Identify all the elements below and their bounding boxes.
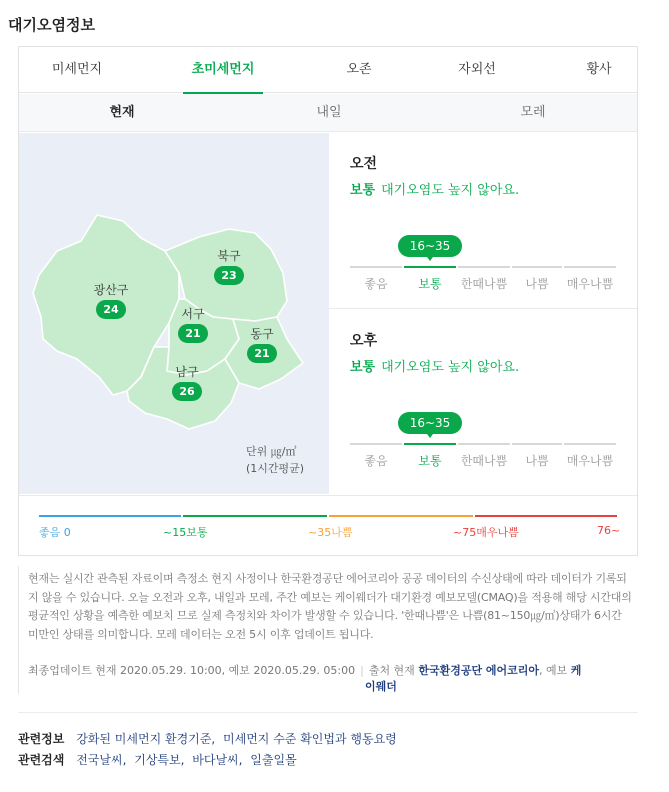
district-value-badge: 21 bbox=[178, 324, 208, 343]
tab-now[interactable]: 현재 bbox=[109, 105, 135, 120]
related-info bbox=[18, 730, 397, 747]
unit-line: 단위 ㎍/㎥ bbox=[246, 445, 297, 458]
scale-label-partly-bad: 한때나쁨 bbox=[460, 277, 508, 291]
source-label: 출처 현재 bbox=[368, 664, 415, 677]
forecast-am-status bbox=[350, 179, 519, 198]
scale-bar-normal bbox=[404, 443, 456, 445]
district-nam[interactable] bbox=[157, 363, 217, 401]
status-message: 대기오염도 높지 않아요. bbox=[381, 183, 520, 198]
range-badge: 16~35 bbox=[398, 235, 462, 257]
legend-label-good: 좋음 0 bbox=[39, 526, 71, 539]
scale-bar-good bbox=[350, 266, 402, 268]
scale-label-very-bad: 매우나쁨 bbox=[566, 277, 614, 291]
source-link-airkorea[interactable]: 한국환경공단 에어코리아 bbox=[418, 664, 540, 677]
related-search-label: 관련검색 bbox=[18, 753, 65, 767]
district-gwangsan[interactable] bbox=[81, 281, 141, 319]
legend-line-good bbox=[39, 515, 181, 517]
legend-label-max: 76~ bbox=[597, 524, 621, 537]
scale-label-normal: 보통 bbox=[418, 454, 442, 468]
legend-label-normal: ~15보통 bbox=[163, 526, 208, 539]
tab-ultrafine-dust[interactable]: 초미세먼지 bbox=[183, 47, 263, 93]
related-search-link[interactable]: 기상특보 bbox=[134, 753, 181, 767]
related-search bbox=[18, 751, 297, 768]
notice-box bbox=[18, 566, 638, 694]
air-quality-panel bbox=[18, 46, 638, 556]
related-info-link[interactable]: 미세먼지 수준 확인법과 행동요령 bbox=[223, 732, 397, 746]
district-value-badge: 26 bbox=[172, 382, 202, 401]
page-title: 대기오염정보 bbox=[8, 16, 95, 34]
scale-bar-bad bbox=[512, 443, 562, 445]
forecast-am-title: 오전 bbox=[350, 156, 378, 172]
legend-line-very-bad bbox=[475, 515, 617, 517]
tab-tomorrow[interactable]: 내일 bbox=[316, 105, 342, 120]
related-info-label: 관련정보 bbox=[18, 732, 65, 746]
tab-day-after-tomorrow[interactable]: 모레 bbox=[520, 105, 546, 120]
day-tabs bbox=[19, 94, 637, 132]
district-name: 서구 bbox=[181, 307, 205, 321]
scale-label-bad: 나쁨 bbox=[525, 454, 549, 468]
legend-label-very-bad: ~75매우나쁨 bbox=[453, 526, 519, 539]
related-search-link[interactable]: 바다날씨 bbox=[192, 753, 239, 767]
source-mid: , 예보 bbox=[539, 664, 568, 677]
notice-text: 현재는 실시간 관측된 자료이며 측정소 현지 사정이나 한국환경공단 에어코리아 공공 데이터의 수신상태에 따라 데이터가 기록되지 않을 수 있습니다. 오늘 오전과 오후, 내일과 모레, 주간 예보는 케이웨더가 대기환경 예보모델(CMAQ)을 적용해 해당 시간대의 평균적인 상황을 예측한 예보치 므로 실제 측정치와 차이가 발생할 수 있습니다. '한때나쁨'은 나쁨(81~150㎍/㎥)상태가 6시간 미만인 상태를 의미합니다. 모레 데이터는 오전 5시 이후 업데이트 됩니다. bbox=[28, 572, 632, 641]
district-map bbox=[19, 133, 329, 494]
status-label: 보통 bbox=[350, 360, 376, 375]
district-buk[interactable] bbox=[199, 247, 259, 285]
comma: , bbox=[211, 732, 216, 746]
comma: , bbox=[238, 753, 243, 767]
district-seo[interactable] bbox=[163, 305, 223, 343]
scale-label-normal: 보통 bbox=[418, 277, 442, 291]
tab-uv[interactable]: 자외선 bbox=[458, 62, 496, 77]
forecast-pm-title: 오후 bbox=[350, 333, 378, 349]
scale-bar-good bbox=[350, 443, 402, 445]
section-divider bbox=[18, 712, 638, 713]
scale-label-partly-bad: 한때나쁨 bbox=[460, 454, 508, 468]
tab-yellow-dust[interactable]: 황사 bbox=[586, 62, 612, 77]
unit-label bbox=[246, 443, 304, 477]
scale-label-bad: 나쁨 bbox=[525, 277, 549, 291]
forecast-pm-status bbox=[350, 356, 519, 375]
scale-label-good: 좋음 bbox=[364, 454, 388, 468]
comma: , bbox=[180, 753, 185, 767]
source-link-kweather-cont[interactable]: 이웨더 bbox=[365, 680, 397, 693]
district-name: 남구 bbox=[175, 365, 199, 379]
tab-fine-dust[interactable]: 미세먼지 bbox=[51, 62, 103, 77]
forecast-am bbox=[329, 133, 637, 309]
forecast-pm bbox=[329, 310, 637, 494]
related-search-link[interactable]: 전국날씨 bbox=[76, 753, 123, 767]
notice-divider bbox=[18, 566, 19, 694]
related-search-link[interactable]: 일출일몰 bbox=[250, 753, 297, 767]
related-info-link[interactable]: 강화된 미세먼지 환경기준 bbox=[76, 732, 212, 746]
district-value-badge: 24 bbox=[96, 300, 126, 319]
scale-bar-partly-bad bbox=[458, 266, 510, 268]
scale-bar-partly-bad bbox=[458, 443, 510, 445]
tab-ozone[interactable]: 오존 bbox=[346, 62, 372, 77]
comma: , bbox=[122, 753, 127, 767]
notice-footer bbox=[28, 662, 633, 679]
scale-label-good: 좋음 bbox=[364, 277, 388, 291]
status-message: 대기오염도 높지 않아요. bbox=[381, 360, 520, 375]
status-label: 보통 bbox=[350, 183, 376, 198]
district-dong[interactable] bbox=[232, 325, 292, 363]
source-link-kweather[interactable]: 케 bbox=[570, 664, 582, 677]
scale-label-very-bad: 매우나쁨 bbox=[566, 454, 614, 468]
district-value-badge: 21 bbox=[247, 344, 277, 363]
update-time: 최종업데이트 현재 2020.05.29. 10:00, 예보 2020.05.29. 05:00 bbox=[28, 664, 356, 677]
scale-bar-very-bad bbox=[564, 443, 616, 445]
scale-bar-bad bbox=[512, 266, 562, 268]
unit-average-note: (1시간평균) bbox=[246, 462, 305, 475]
legend-label-bad: ~35나쁨 bbox=[308, 526, 353, 539]
district-name: 북구 bbox=[217, 249, 241, 263]
legend-line-normal bbox=[183, 515, 327, 517]
scale-bar-normal bbox=[404, 266, 456, 268]
legend-line-bad bbox=[329, 515, 473, 517]
range-badge: 16~35 bbox=[398, 412, 462, 434]
district-name: 동구 bbox=[250, 327, 274, 341]
district-value-badge: 23 bbox=[214, 266, 244, 285]
separator: | bbox=[360, 664, 364, 677]
pollutant-tabs bbox=[19, 47, 637, 93]
level-legend bbox=[19, 495, 637, 556]
scale-bar-very-bad bbox=[564, 266, 616, 268]
district-name: 광산구 bbox=[93, 283, 129, 297]
